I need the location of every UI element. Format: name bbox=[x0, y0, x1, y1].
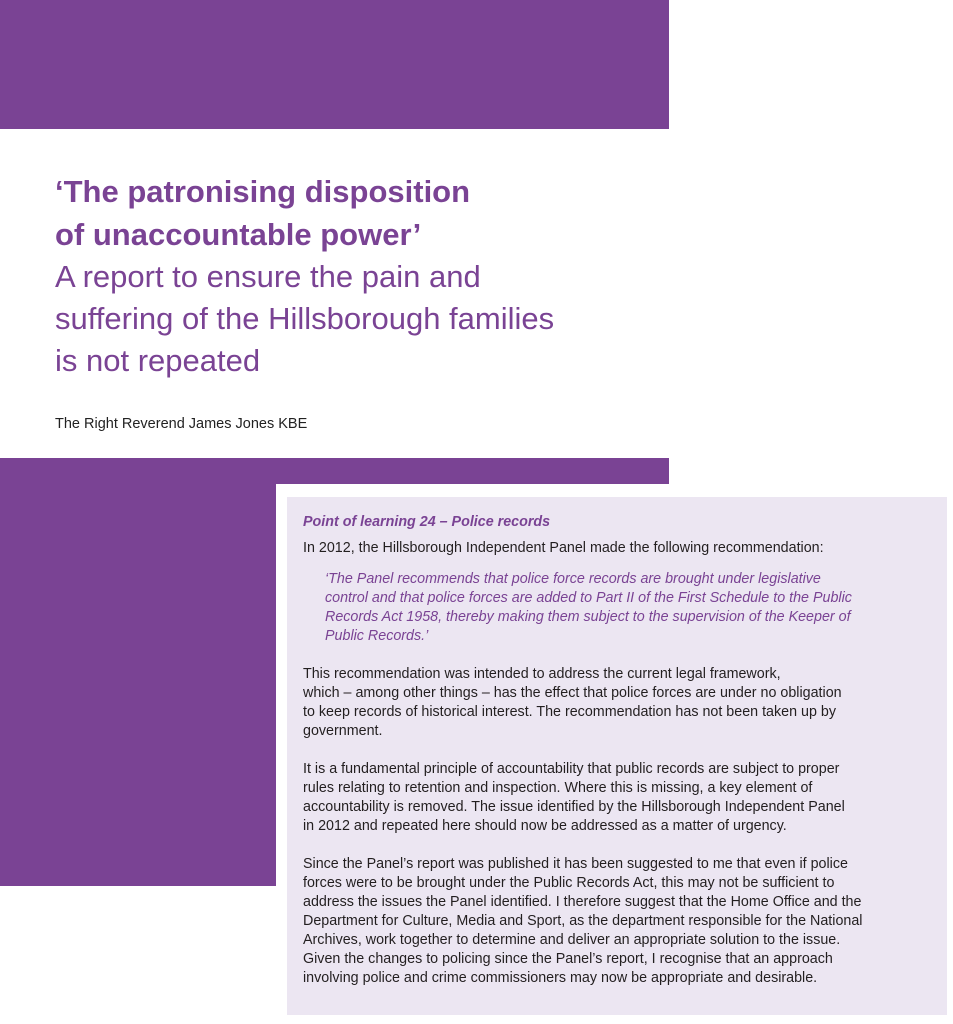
para-line: rules relating to retention and inspection. Where this is missing, a key element of bbox=[303, 780, 813, 796]
quote-line: ‘The Panel recommends that police force records are brought under legislative bbox=[325, 571, 821, 587]
para-line: accountability is removed. The issue identified by the Hillsborough Independent Panel bbox=[303, 799, 845, 815]
para-line: in 2012 and repeated here should now be addressed as a matter of urgency. bbox=[303, 818, 787, 834]
intro-text: In 2012, the Hillsborough Independent Panel made the following recommendation: bbox=[303, 540, 824, 556]
paragraph bbox=[303, 855, 937, 988]
subtitle-line: suffering of the Hillsborough families bbox=[55, 301, 555, 336]
report-title bbox=[55, 170, 554, 382]
title-line: of unaccountable power’ bbox=[55, 217, 422, 252]
quote-line: Records Act 1958, thereby making them subject to the supervision of the Keeper of bbox=[325, 609, 851, 625]
para-line: It is a fundamental principle of accountability that public records are subject to proper bbox=[303, 761, 840, 777]
para-line: address the issues the Panel identified. I therefore suggest that the Home Office and the bbox=[303, 894, 862, 910]
para-line: Given the changes to policing since the Panel’s report, I recognise that an approach bbox=[303, 951, 833, 967]
point-of-learning-box bbox=[287, 497, 947, 1015]
para-line: forces were to be brought under the Public Records Act, this may not be sufficient to bbox=[303, 875, 835, 891]
quote-line: Public Records.’ bbox=[325, 628, 429, 644]
para-line: involving police and crime commissioners may now be appropriate and desirable. bbox=[303, 970, 818, 986]
subtitle-line: A report to ensure the pain and bbox=[55, 259, 481, 294]
title-line: ‘The patronising disposition bbox=[55, 174, 471, 209]
para-line: government. bbox=[303, 723, 383, 739]
para-line: which – among other things – has the effect that police forces are under no obligation bbox=[303, 685, 842, 701]
paragraph bbox=[303, 665, 937, 741]
para-line: Archives, work together to determine and deliver an appropriate solution to the issue. bbox=[303, 932, 841, 948]
recommendation-quote bbox=[325, 570, 937, 646]
author: The Right Reverend James Jones KBE bbox=[55, 416, 308, 432]
para-line: Department for Culture, Media and Sport, as the department responsible for the National bbox=[303, 913, 863, 929]
quote-line: control and that police forces are added to Part II of the First Schedule to the Public bbox=[325, 590, 852, 606]
para-line: Since the Panel’s report was published it has been suggested to me that even if police bbox=[303, 856, 848, 872]
subtitle-line: is not repeated bbox=[55, 343, 261, 378]
para-line: to keep records of historical interest. The recommendation has not been taken up by bbox=[303, 704, 836, 720]
para-line: This recommendation was intended to address the current legal framework, bbox=[303, 666, 781, 682]
box-heading: Point of learning 24 – Police records bbox=[303, 514, 551, 530]
cover-top-band bbox=[0, 0, 669, 129]
paragraph bbox=[303, 760, 937, 836]
